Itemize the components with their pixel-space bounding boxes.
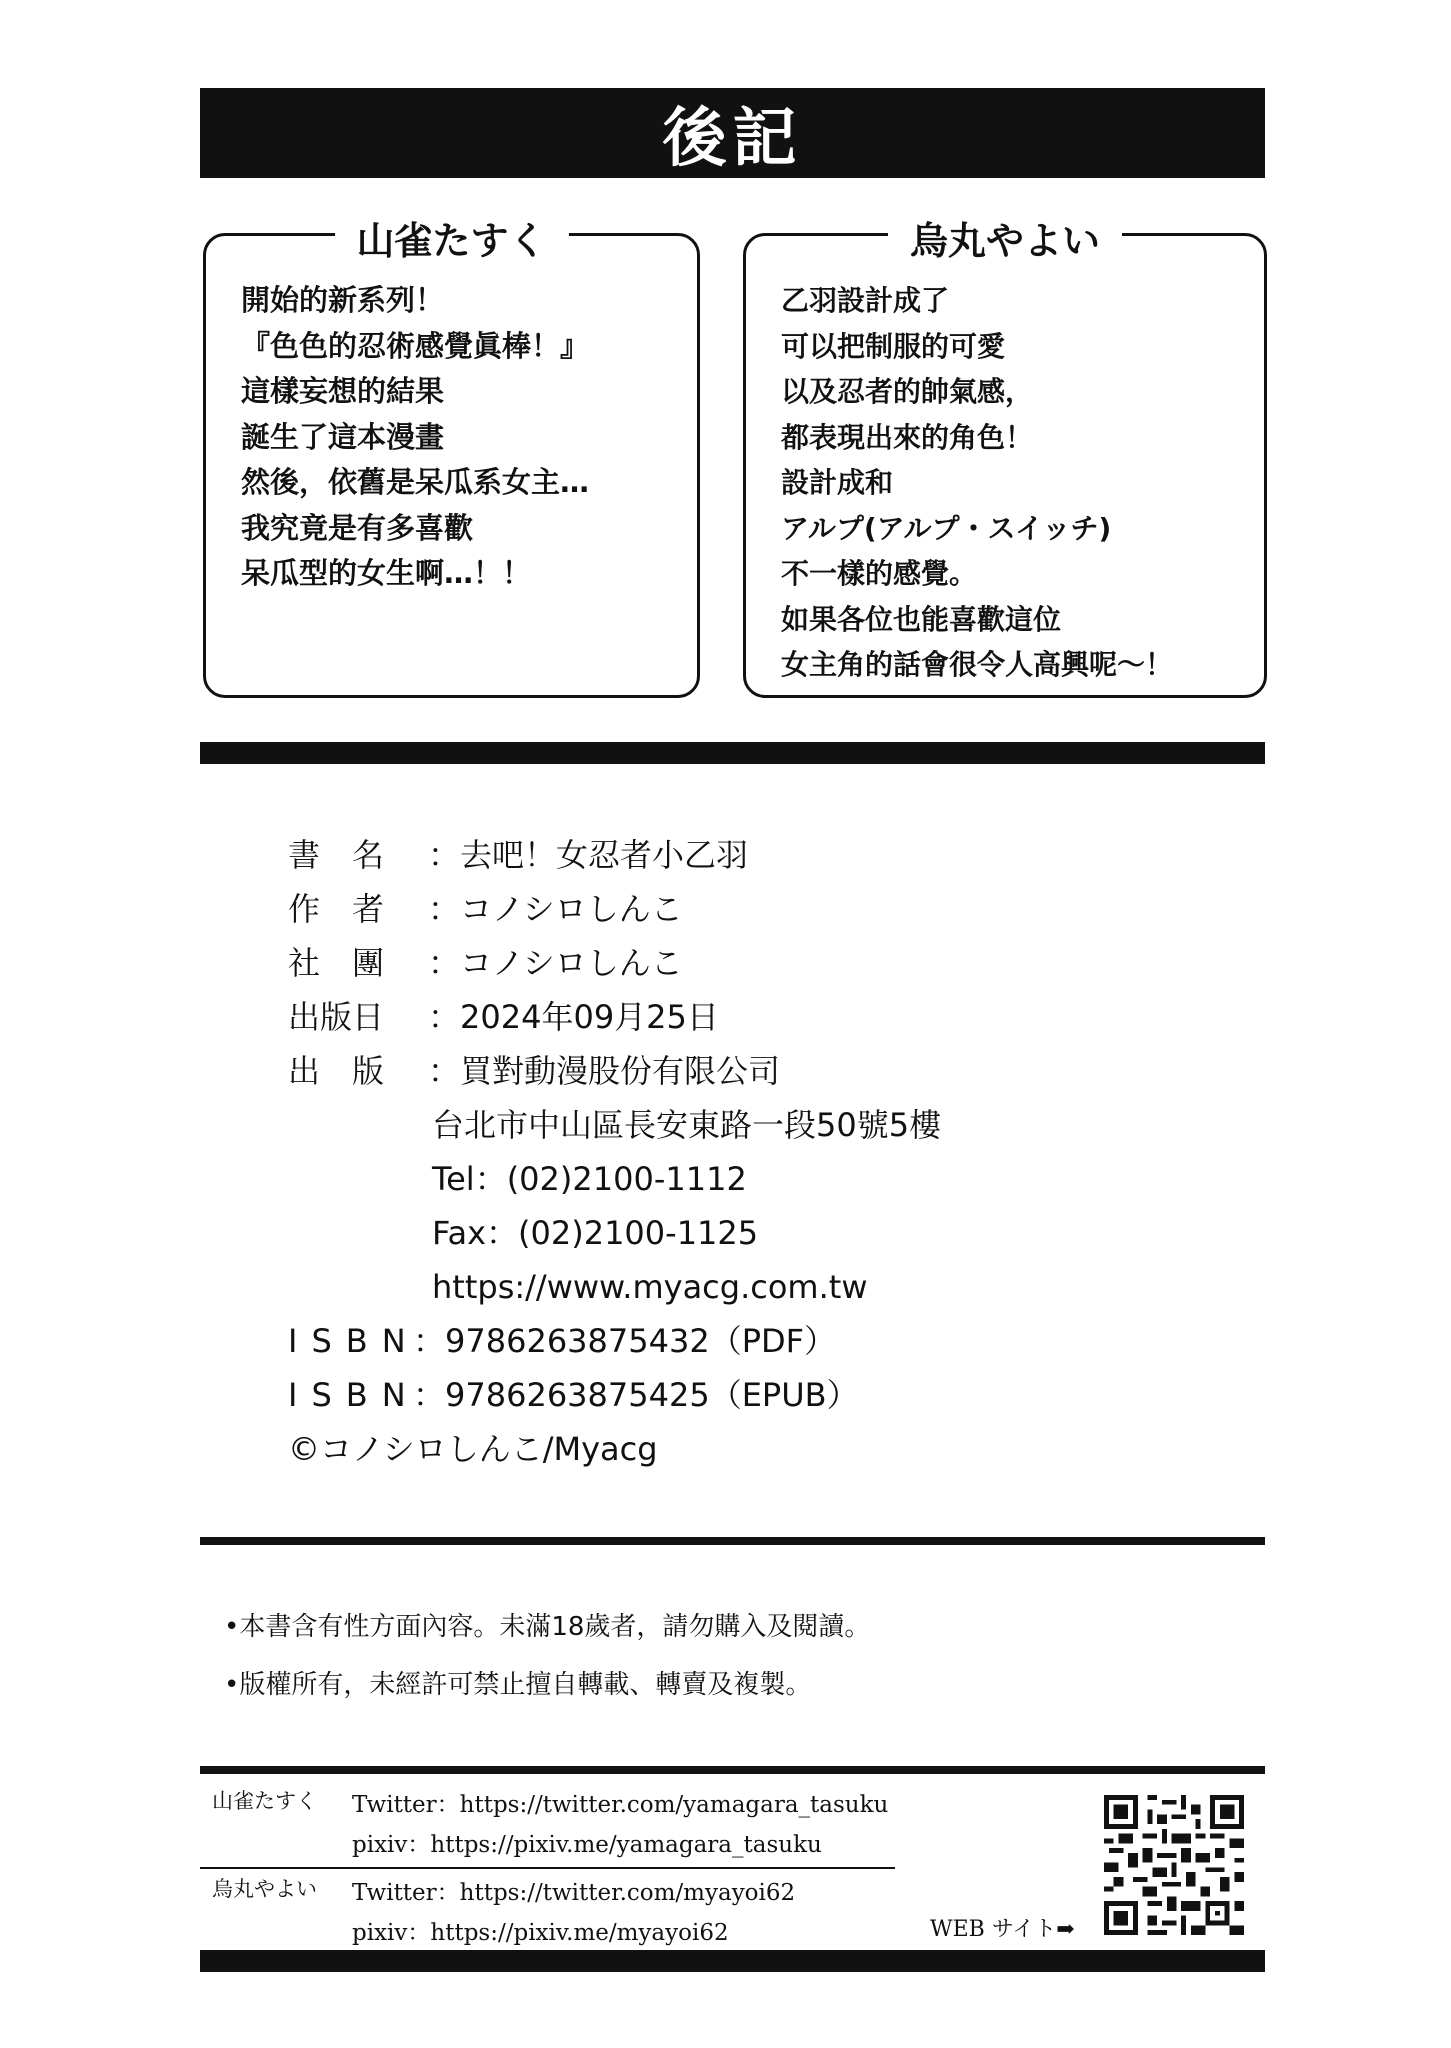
contact-divider	[200, 1867, 895, 1869]
colophon-label: 社 團	[288, 944, 385, 982]
colophon-publisher-row	[288, 1044, 941, 1098]
colophon-publisher-value: 買對動漫股份有限公司	[460, 1052, 781, 1090]
divider	[200, 1766, 1265, 1774]
afterword-line: アルプ(アルプ・スイッチ)	[781, 511, 1112, 545]
afterword-line: 如果各位也能喜歡這位	[781, 602, 1062, 636]
colophon-separator: ：	[428, 998, 461, 1036]
page-title: 後記	[662, 102, 803, 176]
web-site-label: WEB サイト➡	[930, 1917, 1075, 1942]
colophon-fax: Fax：(02)2100-1125	[432, 1214, 759, 1252]
contact-twitter-link[interactable]: Twitter：https://twitter.com/myayoi62	[352, 1880, 796, 1906]
colophon-circle-value: コノシロしんこ	[460, 944, 683, 982]
afterword-line: 乙羽設計成了	[781, 284, 950, 317]
afterword-line: 不一樣的感覺。	[781, 557, 978, 590]
afterword-line: 開始的新系列！	[241, 283, 445, 317]
afterword-line: 都表現出來的角色！	[781, 420, 1034, 454]
colophon-separator: ：	[428, 836, 461, 874]
contacts	[212, 1785, 907, 1953]
colophon-label: 出 版	[288, 1052, 385, 1090]
afterword-line: 以及忍者的帥氣感，	[781, 375, 1034, 408]
colophon-label: 作 者	[288, 890, 385, 928]
colophon-label: 出版日	[288, 998, 385, 1036]
colophon-label: ISBN	[288, 1376, 420, 1414]
divider	[200, 1950, 1265, 1972]
afterword-line: 可以把制服的可愛	[781, 329, 1006, 363]
colophon-author-value: コノシロしんこ	[460, 890, 683, 928]
contact-name: 山雀たすく	[212, 1789, 317, 1813]
afterword-line: 設計成和	[781, 466, 894, 499]
colophon-isbn-epub-row	[288, 1368, 941, 1422]
afterword-line: 呆瓜型的女生啊…！！	[241, 556, 532, 590]
divider	[200, 1537, 1265, 1545]
notice-copyright: •版權所有，未經許可禁止擅自轉載、轉賣及複製。	[224, 1670, 812, 1700]
colophon-circle-row	[288, 936, 941, 990]
contact-block	[212, 1785, 907, 1865]
colophon-title-value: 去吧！女忍者小乙羽	[460, 836, 749, 874]
contact-pixiv-link[interactable]: pixiv：https://pixiv.me/myayoi62	[352, 1920, 729, 1946]
notice-age: •本書含有性方面內容。未滿18歲者，請勿購入及閱讀。	[224, 1612, 871, 1642]
afterword-line: 這樣妄想的結果	[241, 374, 445, 408]
contact-block	[212, 1873, 907, 1953]
colophon-title-row	[288, 828, 941, 882]
colophon-separator: ：	[428, 1052, 461, 1090]
afterword-text-left	[241, 278, 687, 597]
afterword-line: 女主角的話會很令人高興呢～！	[781, 648, 1174, 681]
afterword-box-left	[203, 219, 700, 698]
colophon-separator: ：	[428, 890, 461, 928]
contact-name: 烏丸やよい	[212, 1877, 317, 1901]
colophon-label: 書 名	[288, 836, 385, 874]
divider	[200, 742, 1265, 764]
colophon-isbn-epub: 9786263875425（EPUB）	[445, 1376, 859, 1414]
colophon-separator: ：	[413, 1322, 446, 1360]
colophon-tel: Tel：(02)2100-1112	[432, 1160, 747, 1198]
colophon-url: https://www.myacg.com.tw	[432, 1268, 868, 1306]
afterword-author-right: 烏丸やよい	[888, 210, 1122, 265]
colophon-copyright: ©コノシロしんこ/Myacg	[288, 1430, 658, 1468]
afterword-line: 然後，依舊是呆瓜系女主…	[241, 465, 590, 499]
afterword-text-right	[781, 278, 1254, 688]
colophon-address: 台北市中山區長安東路一段50號5樓	[432, 1106, 942, 1144]
afterword-box-right	[743, 219, 1267, 698]
afterword-line: 我究竟是有多喜歡	[241, 510, 474, 545]
colophon-date-value: 2024年09月25日	[460, 998, 719, 1036]
colophon-isbn-pdf: 9786263875432（PDF）	[445, 1322, 837, 1360]
colophon-separator: ：	[428, 944, 461, 982]
colophon-isbn-pdf-row	[288, 1314, 941, 1368]
colophon	[288, 828, 941, 1476]
contact-pixiv-link[interactable]: pixiv：https://pixiv.me/yamagara_tasuku	[352, 1832, 822, 1858]
afterword-line: 『色色的忍術感覺眞棒！』	[241, 328, 590, 363]
colophon-separator: ：	[413, 1376, 446, 1414]
colophon-label: ISBN	[288, 1322, 420, 1360]
afterword-line: 誕生了這本漫畫	[241, 419, 445, 454]
qr-code-icon[interactable]	[1104, 1795, 1244, 1935]
contact-twitter-link[interactable]: Twitter：https://twitter.com/yamagara_tasuku	[352, 1792, 889, 1818]
notices	[224, 1598, 870, 1714]
afterword-author-left: 山雀たすく	[334, 210, 568, 265]
colophon-date-row	[288, 990, 941, 1044]
header-bar	[200, 88, 1265, 178]
colophon-author-row	[288, 882, 941, 936]
